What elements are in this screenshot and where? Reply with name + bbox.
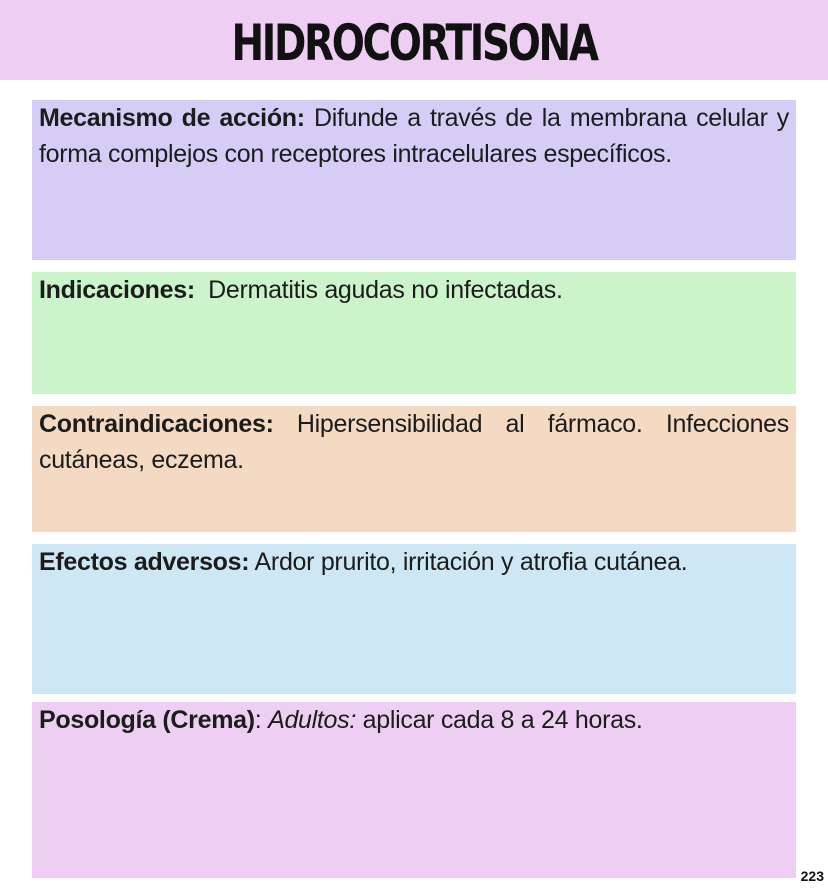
indications-paragraph — [39, 272, 789, 308]
adverse-effects-paragraph — [39, 544, 789, 580]
adverse-effects-card — [32, 544, 796, 694]
dosage-paragraph — [39, 702, 789, 738]
contraindications-card — [32, 406, 796, 532]
contraindications-text: Hipersensibilidad al fármaco. Infecciones cutáneas, eczema. — [39, 410, 789, 474]
indications-label: Indicaciones: — [39, 276, 195, 304]
title-bar — [0, 0, 828, 80]
mechanism-card — [32, 100, 796, 260]
dosage-label: Posología (Crema) — [39, 706, 255, 734]
mechanism-paragraph — [39, 100, 789, 172]
indications-text: Dermatitis agudas no infectadas. — [194, 276, 563, 304]
adverse-effects-label: Efectos adversos: — [39, 548, 250, 576]
page-number: 223 — [800, 868, 824, 884]
dosage-card — [32, 702, 796, 878]
dosage-population: Adultos: — [268, 706, 357, 734]
dosage-text: aplicar cada 8 a 24 horas. — [356, 706, 643, 734]
mechanism-label: Mecanismo de acción: — [39, 104, 305, 132]
contraindications-label: Contraindicaciones: — [39, 410, 274, 438]
indications-card — [32, 272, 796, 394]
dosage-separator: : — [254, 706, 269, 734]
page-title: HIDROCORTISONA — [231, 14, 597, 72]
mechanism-text: Difunde a través de la membrana celular y forma complejos con receptores intracelulares específicos. — [39, 104, 789, 168]
adverse-effects-text: Ardor prurito, irritación y atrofia cutánea. — [249, 548, 688, 576]
contraindications-paragraph — [39, 406, 789, 478]
